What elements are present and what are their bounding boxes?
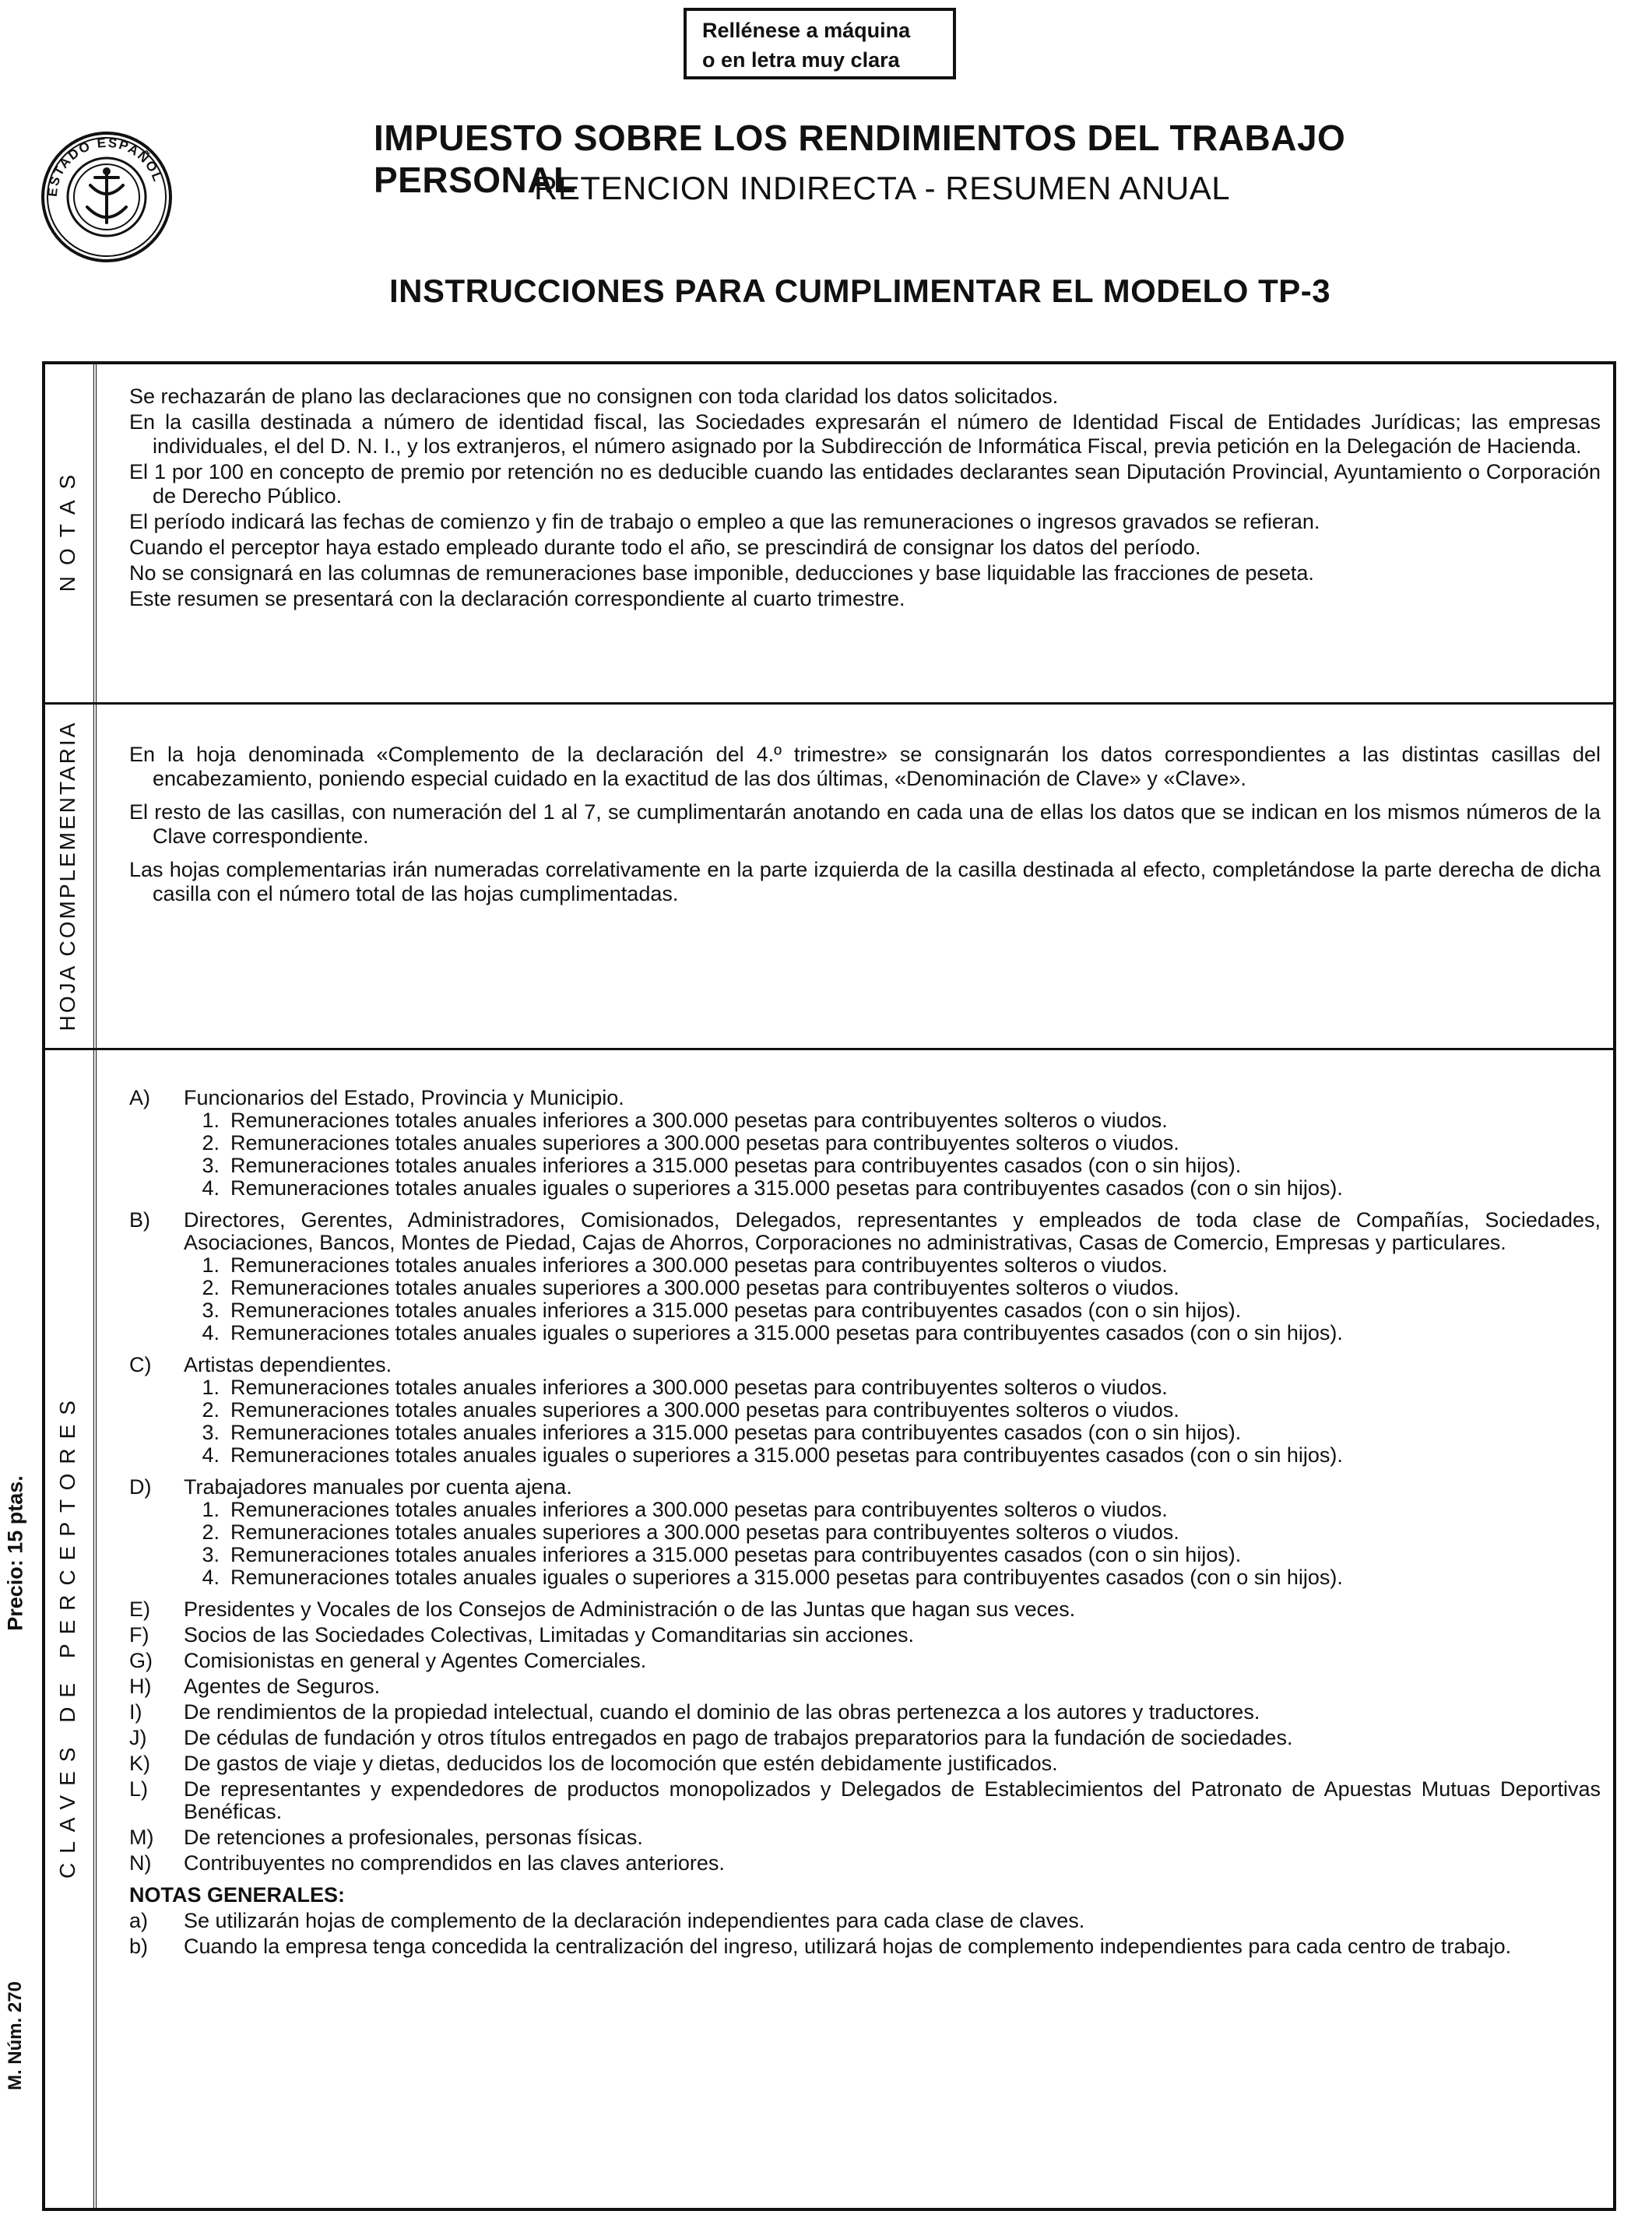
- hoja-content: [129, 743, 1601, 908]
- model-number-label: M. Núm. 270: [5, 1981, 26, 2091]
- clave-text: Comisionistas en general y Agentes Comerciales.: [184, 1649, 647, 1672]
- nota-general-letter: b): [129, 1935, 149, 1958]
- clave-text: De cédulas de fundación y otros títulos entregados en pago de trabajos preparatorios para la fundación de sociedades.: [184, 1726, 1293, 1749]
- clave-item: [184, 1299, 1601, 1322]
- clave-letter: E): [129, 1598, 150, 1621]
- clave-item-text: Remuneraciones totales anuales iguales o superiores a 315.000 pesetas para contribuyentes casados (con o sin hijos).: [230, 1566, 1343, 1589]
- clave-item-text: Remuneraciones totales anuales inferiores a 300.000 pesetas para contribuyentes solteros o viudos.: [230, 1109, 1168, 1132]
- section-divider-2: [42, 1048, 1616, 1050]
- clave-item-number: 3.: [202, 1543, 220, 1566]
- label-column-divider: [93, 361, 97, 2211]
- clave-letter: I): [129, 1700, 142, 1724]
- clave-title: Artistas dependientes.: [184, 1353, 392, 1376]
- clave-heading: [129, 1209, 1601, 1254]
- clave-text: De rendimientos de la propiedad intelectual, cuando el dominio de las obras pertenezca a los autores y traductores.: [184, 1700, 1260, 1724]
- clave-group: [129, 1354, 1601, 1467]
- clave-item-text: Remuneraciones totales anuales inferiores a 315.000 pesetas para contribuyentes casados (con o sin hijos).: [230, 1299, 1242, 1322]
- hoja-paragraph: En la hoja denominada «Complemento de la declaración del 4.º trimestre» se consignarán los datos correspondientes a las distintas casillas del encabezamiento, poniendo especial cuidado en la exactitud de las dos últimas, «Denominación de Clave» y «Clave».: [129, 743, 1601, 790]
- clave-text: Agentes de Seguros.: [184, 1675, 381, 1698]
- clave-simple-item: [129, 1675, 1601, 1698]
- clave-simple-item: [129, 1650, 1601, 1672]
- clave-item-number: 1.: [202, 1253, 220, 1277]
- clave-item-number: 1.: [202, 1376, 220, 1399]
- fill-instruction-line1: Rellénese a máquina: [702, 19, 911, 42]
- notas-paragraph: En la casilla destinada a número de identidad fiscal, las Sociedades expresarán el número de Identidad Fiscal de Entidades Jurídicas; las empresas individuales, el del D. N. I., y los extranjeros, el número asignado por la Subdirección de Informática Fiscal, previa petición en la Delegación de Hacienda.: [129, 410, 1601, 458]
- clave-item-text: Remuneraciones totales anuales superiores a 300.000 pesetas para contribuyentes solteros o viudos.: [230, 1398, 1179, 1422]
- notas-paragraph: Este resumen se presentará con la declaración correspondiente al cuarto trimestre.: [129, 587, 905, 610]
- clave-item-text: Remuneraciones totales anuales inferiores a 315.000 pesetas para contribuyentes casados (con o sin hijos).: [230, 1421, 1242, 1444]
- clave-item: [184, 1155, 1601, 1177]
- notas-paragraph: No se consignará en las columnas de remuneraciones base imponible, deducciones y base liquidable las fracciones de peseta.: [129, 561, 1314, 585]
- clave-item: [184, 1277, 1601, 1299]
- clave-item-number: 3.: [202, 1154, 220, 1177]
- nota-general-item: [129, 1910, 1601, 1932]
- clave-heading: [129, 1354, 1601, 1376]
- clave-text: Presidentes y Vocales de los Consejos de Administración o de las Juntas que hagan sus veces.: [184, 1598, 1076, 1621]
- clave-item-number: 1.: [202, 1498, 220, 1521]
- clave-item-number: 2.: [202, 1276, 220, 1299]
- clave-item-number: 4.: [202, 1566, 220, 1589]
- clave-text: De retenciones a profesionales, personas físicas.: [184, 1826, 643, 1849]
- document-title: IMPUESTO SOBRE LOS RENDIMIENTOS DEL TRABAJO PERSONAL: [374, 118, 1346, 200]
- notas-paragraph: Cuando el perceptor haya estado empleado durante todo el año, se prescindirá de consignar los datos del período.: [129, 536, 1201, 559]
- clave-letter: G): [129, 1649, 153, 1672]
- clave-item: [184, 1444, 1601, 1467]
- clave-item-number: 3.: [202, 1421, 220, 1444]
- clave-item-number: 2.: [202, 1398, 220, 1422]
- clave-item-text: Remuneraciones totales anuales inferiores a 315.000 pesetas para contribuyentes casados (con o sin hijos).: [230, 1543, 1242, 1566]
- clave-item-number: 4.: [202, 1176, 220, 1200]
- clave-item: [184, 1322, 1601, 1344]
- clave-item: [184, 1544, 1601, 1566]
- nota-general-text: Se utilizarán hojas de complemento de la declaración independientes para cada clase de claves.: [184, 1909, 1085, 1932]
- notas-generales-title: NOTAS GENERALES:: [129, 1883, 346, 1907]
- clave-item-number: 4.: [202, 1321, 220, 1344]
- clave-letter: L): [129, 1777, 149, 1801]
- notas-paragraph: El 1 por 100 en concepto de premio por retención no es deducible cuando las entidades declarantes sean Diputación Provincial, Ayuntamiento o Corporación de Derecho Público.: [129, 460, 1601, 508]
- clave-letter: K): [129, 1752, 150, 1775]
- clave-item: [184, 1109, 1601, 1132]
- clave-simple-item: [129, 1598, 1601, 1621]
- clave-text: Contribuyentes no comprendidos en las claves anteriores.: [184, 1851, 725, 1875]
- clave-letter: B): [129, 1208, 150, 1232]
- clave-letter: F): [129, 1623, 149, 1647]
- hoja-paragraph: El resto de las casillas, con numeración del 1 al 7, se cumplimentarán anotando en cada una de ellas los datos que se indican en los mismos números de la Clave correspondiente.: [129, 800, 1601, 848]
- notas-label: NOTAS: [55, 463, 79, 592]
- price-label: Precio: 15 ptas.: [3, 1475, 27, 1631]
- nota-general-text: Cuando la empresa tenga concedida la centralización del ingreso, utilizará hojas de complemento independientes para cada centro de trabajo.: [184, 1935, 1512, 1958]
- clave-item: [184, 1399, 1601, 1422]
- clave-simple-item: [129, 1826, 1601, 1849]
- notas-paragraph: Se rechazarán de plano las declaraciones que no consignen con toda claridad los datos solicitados.: [129, 385, 1059, 408]
- clave-item-number: 4.: [202, 1443, 220, 1467]
- nota-general-item: [129, 1935, 1601, 1958]
- hoja-paragraph: Las hojas complementarias irán numeradas correlativamente en la parte izquierda de la casilla destinada al efecto, completándose la parte derecha de dicha casilla con el número total de las hojas cumplimentadas.: [129, 858, 1601, 905]
- clave-heading: [129, 1087, 1601, 1109]
- clave-item-text: Remuneraciones totales anuales inferiores a 300.000 pesetas para contribuyentes solteros o viudos.: [230, 1253, 1168, 1277]
- section-divider-1: [42, 702, 1616, 705]
- clave-item: [184, 1254, 1601, 1277]
- clave-title: Funcionarios del Estado, Provincia y Municipio.: [184, 1086, 624, 1109]
- clave-item-text: Remuneraciones totales anuales inferiores a 300.000 pesetas para contribuyentes solteros o viudos.: [230, 1376, 1168, 1399]
- clave-item: [184, 1132, 1601, 1155]
- clave-title: Directores, Gerentes, Administradores, Comisionados, Delegados, representantes y empleados de toda clase de Compañías, Sociedades, Asociaciones, Bancos, Montes de Piedad, Cajas de Ahorros, Corporaciones no administrativas, Casas de Comercio, Empresas y particulares.: [184, 1208, 1601, 1254]
- clave-item-number: 2.: [202, 1520, 220, 1544]
- clave-simple-item: [129, 1752, 1601, 1775]
- clave-item-text: Remuneraciones totales anuales inferiores a 315.000 pesetas para contribuyentes casados (con o sin hijos).: [230, 1154, 1242, 1177]
- clave-item-number: 3.: [202, 1299, 220, 1322]
- clave-group: [129, 1209, 1601, 1344]
- clave-item-text: Remuneraciones totales anuales inferiores a 300.000 pesetas para contribuyentes solteros o viudos.: [230, 1498, 1168, 1521]
- clave-item: [184, 1177, 1601, 1200]
- claves-perceptores-label: CLAVES DE PERCEPTORES: [55, 1391, 79, 1879]
- clave-text: Socios de las Sociedades Colectivas, Limitadas y Comanditarias sin acciones.: [184, 1623, 914, 1647]
- clave-item-text: Remuneraciones totales anuales iguales o superiores a 315.000 pesetas para contribuyentes casados (con o sin hijos).: [230, 1443, 1343, 1467]
- claves-content: [129, 1084, 1601, 1958]
- clave-item-text: Remuneraciones totales anuales iguales o superiores a 315.000 pesetas para contribuyentes casados (con o sin hijos).: [230, 1176, 1343, 1200]
- fill-instruction-line2: o en letra muy clara: [702, 48, 900, 72]
- clave-text: De representantes y expendedores de productos monopolizados y Delegados de Establecimientos del Patronato de Apuestas Mutuas Deportivas Benéficas.: [184, 1777, 1601, 1823]
- clave-simple-item: [129, 1778, 1601, 1823]
- clave-item: [184, 1521, 1601, 1544]
- clave-letter: H): [129, 1675, 152, 1698]
- hoja-complementaria-label: HOJA COMPLEMENTARIA: [55, 720, 79, 1032]
- instructions-title: INSTRUCCIONES PARA CUMPLIMENTAR EL MODELO TP-3: [389, 272, 1331, 309]
- clave-heading: [129, 1476, 1601, 1499]
- document-subtitle: RETENCION INDIRECTA - RESUMEN ANUAL: [534, 170, 1231, 206]
- clave-item: [184, 1499, 1601, 1521]
- clave-item: [184, 1376, 1601, 1399]
- notas-paragraph: El período indicará las fechas de comienzo y fin de trabajo o empleo a que las remuneraciones o ingresos gravados se refieran.: [129, 510, 1320, 533]
- clave-letter: M): [129, 1826, 154, 1849]
- clave-letter: D): [129, 1475, 152, 1499]
- clave-group: [129, 1476, 1601, 1589]
- clave-item-text: Remuneraciones totales anuales superiores a 300.000 pesetas para contribuyentes solteros o viudos.: [230, 1520, 1179, 1544]
- notas-content: [129, 385, 1601, 613]
- clave-title: Trabajadores manuales por cuenta ajena.: [184, 1475, 572, 1499]
- clave-text: De gastos de viaje y dietas, deducidos los de locomoción que estén debidamente justificados.: [184, 1752, 1058, 1775]
- clave-item-text: Remuneraciones totales anuales superiores a 300.000 pesetas para contribuyentes solteros o viudos.: [230, 1131, 1179, 1155]
- clave-letter: C): [129, 1353, 152, 1376]
- clave-item-number: 1.: [202, 1109, 220, 1132]
- clave-group: [129, 1087, 1601, 1200]
- clave-letter: N): [129, 1851, 152, 1875]
- clave-simple-item: [129, 1624, 1601, 1647]
- clave-simple-item: [129, 1727, 1601, 1749]
- clave-item: [184, 1566, 1601, 1589]
- clave-letter: J): [129, 1726, 147, 1749]
- clave-letter: A): [129, 1086, 150, 1109]
- fill-instruction-box: [684, 8, 956, 79]
- official-seal-icon: [40, 131, 173, 263]
- seal-text: ESTADO ESPAÑOL: [44, 135, 166, 198]
- clave-item-number: 2.: [202, 1131, 220, 1155]
- clave-simple-item: [129, 1852, 1601, 1875]
- clave-item: [184, 1422, 1601, 1444]
- clave-simple-item: [129, 1701, 1601, 1724]
- clave-item-text: Remuneraciones totales anuales superiores a 300.000 pesetas para contribuyentes solteros o viudos.: [230, 1276, 1179, 1299]
- clave-item-text: Remuneraciones totales anuales iguales o superiores a 315.000 pesetas para contribuyentes casados (con o sin hijos).: [230, 1321, 1343, 1344]
- nota-general-letter: a): [129, 1909, 149, 1932]
